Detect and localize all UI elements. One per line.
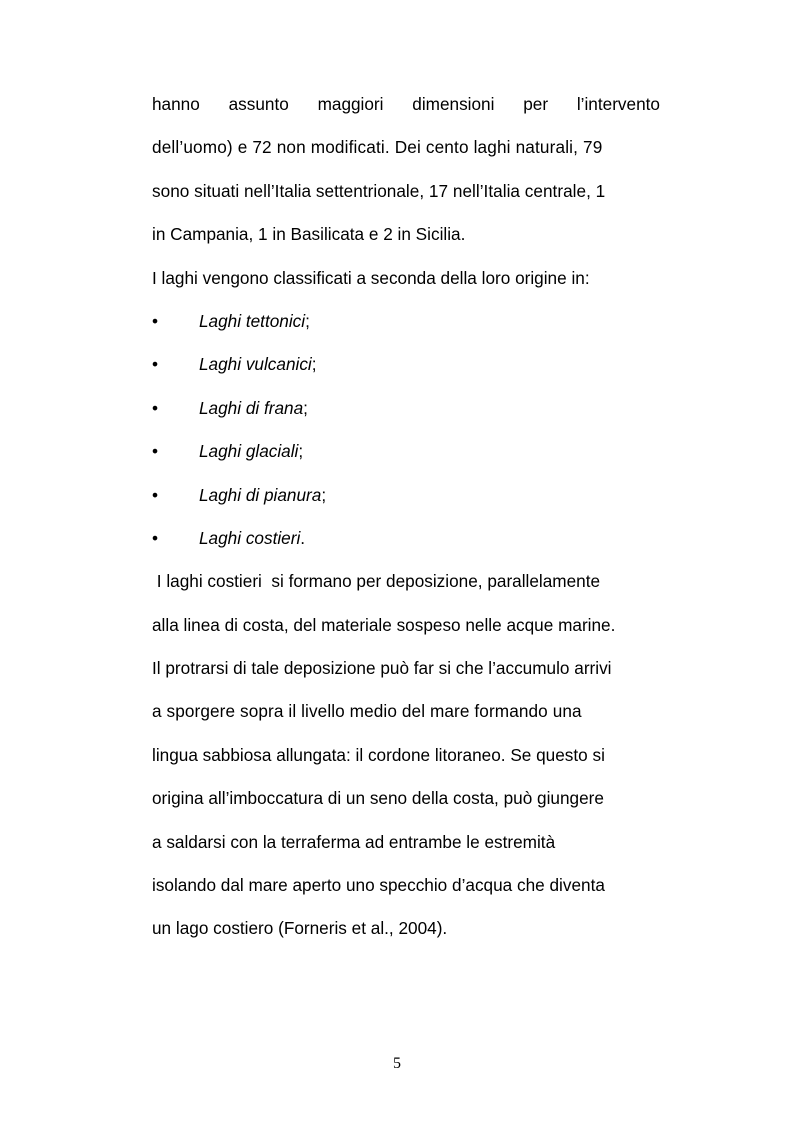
bullet-icon: •	[152, 484, 159, 505]
list-item-punct: ;	[303, 397, 308, 418]
list-item	[152, 343, 660, 386]
word: dimensioni	[412, 94, 495, 114]
bullet-icon: •	[152, 397, 159, 418]
list-item	[152, 517, 660, 560]
bullet-icon: •	[152, 527, 159, 548]
paragraph-line: alla linea di costa, del materiale sospeso nelle acque marine.	[152, 614, 616, 635]
list-item-punct: ;	[321, 484, 327, 505]
list-item	[152, 387, 660, 430]
list-item	[152, 430, 660, 473]
paragraph-line: sono situati nell’Italia settentrionale, 17 nell’Italia centrale, 1	[152, 180, 606, 201]
paragraph-line: Il protrarsi di tale deposizione può far si che l’accumulo arrivi	[152, 658, 612, 679]
list-item-punct: ;	[298, 441, 304, 462]
bullet-icon: •	[152, 354, 159, 375]
bullet-icon: •	[152, 441, 159, 462]
document-page	[152, 83, 660, 951]
list-item-punct: ;	[305, 310, 310, 331]
bullet-icon: •	[152, 310, 159, 331]
list-item-punct: .	[300, 527, 306, 548]
paragraph-line: lingua sabbiosa allungata: il cordone litoraneo. Se questo si	[152, 744, 605, 765]
list-item-label: Laghi vulcanici	[199, 354, 312, 375]
list-item-label: Laghi di frana	[199, 397, 304, 418]
list-item	[152, 300, 660, 343]
list-item-label: Laghi glaciali	[199, 441, 299, 462]
page-number: 5	[393, 1055, 401, 1072]
word: hanno	[152, 94, 200, 114]
paragraph-line: in Campania, 1 in Basilicata e 2 in Sicilia.	[152, 224, 466, 245]
list-item-label: Laghi tettonici	[199, 310, 306, 331]
list-item-punct: ;	[311, 354, 317, 375]
word: assunto	[228, 94, 289, 114]
word: maggiori	[317, 94, 384, 114]
list-intro: I laghi vengono classificati a seconda della loro origine in:	[152, 267, 590, 288]
paragraph-line	[152, 83, 660, 126]
word: l’intervento	[576, 94, 660, 114]
paragraph-line: un lago costiero (Forneris et al., 2004).	[152, 918, 448, 939]
word: per	[523, 94, 549, 114]
paragraph-line: origina all’imboccatura di un seno della costa, può giungere	[152, 788, 604, 809]
list-item-label: Laghi di pianura	[199, 484, 322, 505]
paragraph-line: I laghi costieri si formano per deposizione, parallelamente	[152, 571, 601, 592]
paragraph-line: a saldarsi con la terraferma ad entrambe le estremità	[152, 831, 556, 852]
paragraph-line: isolando dal mare aperto uno specchio d’acqua che diventa	[152, 875, 605, 896]
paragraph-line: a sporgere sopra il livello medio del mare formando una	[152, 701, 582, 722]
paragraph-line: dell’uomo) e 72 non modificati. Dei cento laghi naturali, 79	[152, 137, 603, 158]
list-item	[152, 474, 660, 517]
list-item-label: Laghi costieri	[199, 527, 301, 548]
